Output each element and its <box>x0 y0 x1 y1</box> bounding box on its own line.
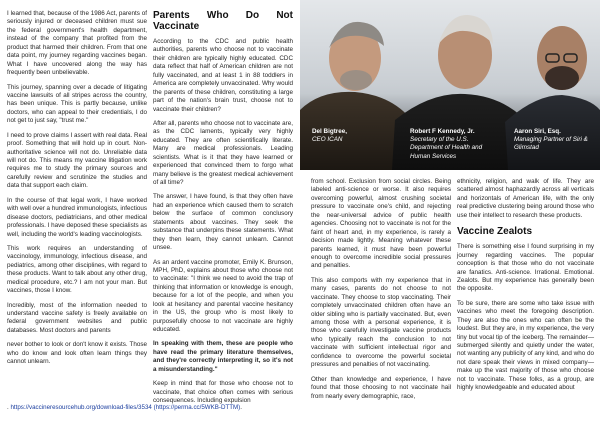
paragraph: This work requires an understanding of vaccinology, immunology, infectious disease, and pediatrics, among other disciplines, with regard to these products. Want to talk about any other drug, medical procedure, etc.? I am not your man. But vaccines, those I know. <box>7 244 147 295</box>
column-3 <box>311 178 451 407</box>
footnote-lead: . <box>7 404 11 411</box>
caption-title: Managing Partner of Siri & Glimstad <box>514 136 588 152</box>
caption-name: Del Bigtree, <box>312 128 347 135</box>
paragraph: This journey, spanning over a decade of litigating vaccine lawsuits of all stripes across the country, has been unique. This is partly because, unlike doctors, who can appeal to their credentials, I do not get to just say, "trust me." <box>7 83 147 125</box>
section-heading-zealots: Vaccine Zealots <box>457 226 533 238</box>
footnote <box>7 404 307 411</box>
paragraph: I learned that, because of the 1986 Act, parents of seriously injured or deceased children must sue the federal government's health department, instead of the company that profited from the product that harmed their children. From that one data point, my journey regarding vaccines began. What I have uncovered along the way has frequently been unbelievable. <box>7 10 147 77</box>
caption-name: Aaron Siri, Esq. <box>514 128 561 135</box>
footnote-link-resourcehub[interactable]: https://vaccineresourcehub.org/download-files/3534 <box>10 404 152 411</box>
paragraph: According to the CDC and public health authorities, parents who choose not to vaccinate their children are typically highly educated. CDC data reflect that half of American children are not fully vaccinated, and at least 1 in 88 toddlers in America are completely unvaccinated. Why would the parents of these children, constituting a large part of the nation's brain trust, choose not to vaccinate their children? <box>153 38 293 113</box>
paragraph: Keep in mind that for those who choose not to vaccinate, that choice often comes with serious consequences. Including expulsion <box>153 380 293 405</box>
paragraph: To be sure, there are some who take issue with vaccines who meet the foregoing description. They are also the ones who can often be the loudest. But they are, in my experience, the very tiny but vocal tip of the iceberg. The remainder—submerged silently and quietly under the water, not wanting any publicity of any kind, and who do not dare speak their views in mixed company—make up the vast majority of those who choose not to vaccinate. These folks, as a group, are highly knowledgeable and educated about <box>457 299 594 392</box>
caption-rfk-jr <box>410 128 498 161</box>
footnote-link-perma[interactable]: (https://perma.cc/5WKB-DTTM) <box>153 404 241 411</box>
paragraph: There is something else I found surprising in my journey regarding vaccines. The popular conception is that those who do not vaccinate are fanatics. Anti-science. Irrational. Emotional. Zealots. But my experience has generally been the opposite. <box>457 243 594 293</box>
paragraph: After all, parents who choose not to vaccinate are, as the CDC laments, typically very highly educated. They are often scientifically literate. Many are medical professionals. Leading scientists. What is it that they have learned or experienced that convinced them to forgo what many believe is the greatest medical achievement of all time? <box>153 119 293 186</box>
caption-name: Robert F Kennedy, Jr. <box>410 128 475 135</box>
column-1 <box>7 10 147 373</box>
paragraph-bold-quote: In speaking with them, these are people who have read the primary literature themselves, and they're correctly interpreting it, so it's not a misunderstanding." <box>153 340 293 373</box>
paragraph: ethnicity, religion, and walk of life. They are scattered almost haphazardly across all verticals and horizontals of American life, with the only real predictive clustering being around those who use their intellect to research these products. <box>457 178 594 219</box>
paragraph: The answer, I have found, is that they often have had an experience which caused them to scratch below the surface of common conclusory statements about vaccines. They seek the substance that underpins these statements. What they then learn, they cannot unlearn. Cannot unsee. <box>153 193 293 252</box>
paragraph: In the course of that legal work, I have worked with well over a hundred immunologists, infectious disease doctors, pediatricians, and other medical professionals. I have deposed these specialists as well, including the world's leading vaccinologists. <box>7 196 148 238</box>
caption-title: Secretary of the U.S. Department of Health and Human Services <box>410 136 483 160</box>
paragraph: I need to prove claims I assert with real data. Real proof. Something that will hold up in court. Non-authoritative science will not do. Unreliable data will not do. This means my vaccine litigation work requires me to study the primary sources and carefully review and scrutinize the studies and data that support each claim. <box>7 131 147 190</box>
caption-del-bigtree <box>312 128 382 144</box>
caption-title: CEO ICAN <box>312 136 343 144</box>
column-2 <box>153 10 293 412</box>
paragraph: Other than knowledge and experience, I have found that those choosing to not vaccinate hail from nearly every demographic, race, <box>311 375 451 400</box>
paragraph: Incredibly, most of the information needed to understand vaccine safety is freely available on federal government websites and public databases. Most doctors and parents <box>7 301 147 334</box>
paragraph: from school. Exclusion from social circles. Being labeled anti-science or worse. It also requires overcoming powerful, almost crushing societal pressure to vaccinate one's child, and rejecting the near-universal advice of public health agencies. Choosing not to vaccinate is not for the faint of heart and, in my experience, is rarely a decision made lightly. Meaning whatever these parents learned, it must have been powerful enough to overcome incredible social pressures and penalties. <box>311 178 451 270</box>
column-4 <box>457 178 594 399</box>
photo-three-men <box>300 0 600 170</box>
footnote-end: . <box>240 404 242 411</box>
paragraph: This also comports with my experience that in many cases, parents do not choose to not vaccinate. They choose to stop vaccinating. Their completely unvaccinated children often have an older sibling who is partially vaccinated. But, even among those with a personal experience, it is those who carefully investigate vaccine products who typically reach the conclusion to not vaccinate with sufficient intellectual rigor and confidence to overcome the powerful societal pressures and penalties of not vaccinating. <box>311 276 451 369</box>
section-heading-parents: Parents Who Do Not Vaccinate <box>153 10 293 32</box>
paragraph: never bother to look or don't know it exists. Those who do know and look often learn things they cannot unlearn. <box>7 341 147 366</box>
caption-aaron-siri <box>514 128 594 153</box>
paragraph: As an ardent vaccine promoter, Emily K. Brunson, MPH, PhD, explains about those who choose not to vaccinate: "I think we need to avoid the trap of thinking that information or knowledge is enough, because for a lot of the people, and when you look at hesitancy and parental vaccine hesitancy in the US, the group who is most likely to purposefully choose to not vaccinate are highly educated. <box>153 258 293 333</box>
